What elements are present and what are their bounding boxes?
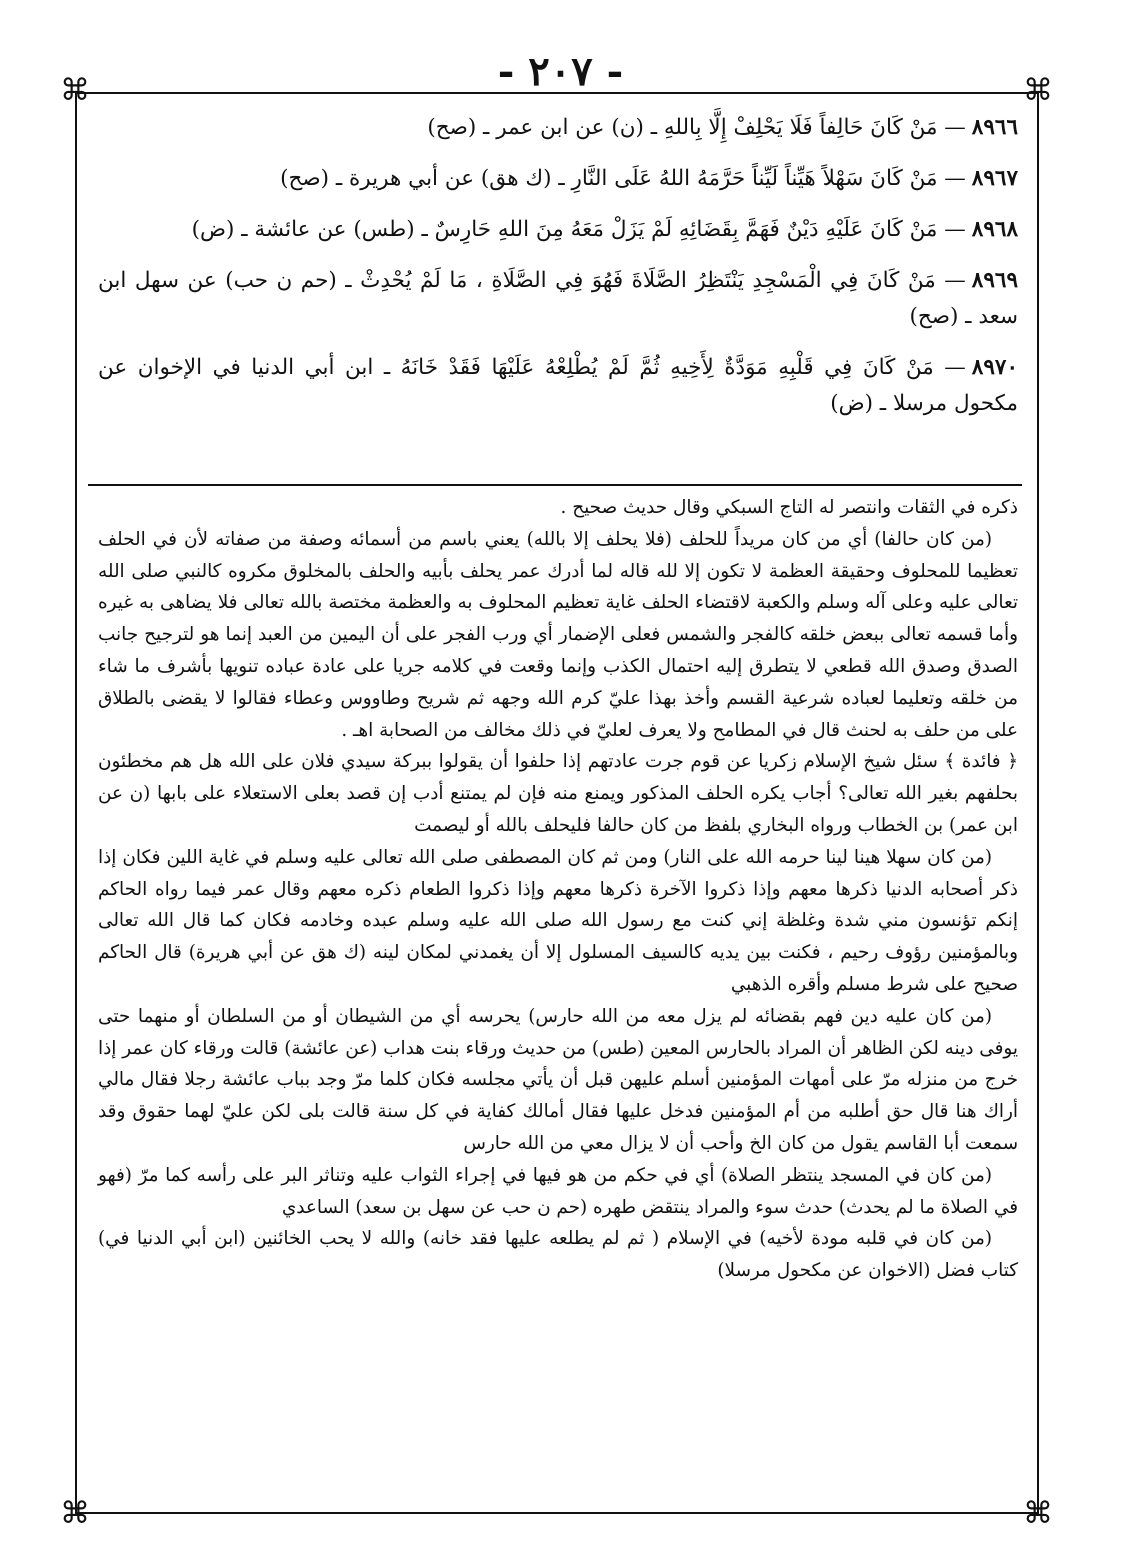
commentary-paragraph: (من كان حالفا) أي من كان مريداً للحلف (فلا يحلف إلا بالله) يعني باسم من أسمائه وصفة من صفاته لأن في الحلف تعظيما للمحلوف وحقيقة العظمة لا تكون إلا لله قاله لما أدرك عمر يحلف بأبيه والحلف بالمخلوق مكروه كالنبي صلى الله تعالى عليه وعلى آله وسلم والكعبة لاقتضاء الحلف غاية تعظيم المحلوف به والعظمة مختصة بالله تعالى فلا يضاهى به غيره وأما قسمه تعالى ببعض خلقه كالفجر والشمس فعلى الإضمار أي ورب الفجر على أن اليمين من العبد إنما هو لترجيح جانب الصدق وصدق الله قطعي لا يتطرق إليه احتمال الكذب وإنما وقعت في كلامه جريا على عادة عباده تنويها بأشرف ما شاء من خلقه وتعليما لعباده شرعية القسم وأخذ بهذا عليّ كرم الله وجهه ثم شريح وطاووس وعطاء فقالوا لا يقضى بالطلاق على من حلف به لحنث قال في المطامح ولا يعرف لعليّ في ذلك مخالف من الصحابة اهـ . xyxy=(98,528,1018,741)
hadith-text: — مَنْ كَانَ فِي قَلْبِهِ مَوَدَّةٌ لِأَخِيهِ ثُمَّ لَمْ يُطْلِعْهُ عَلَيْهَا فَقَدْ خَانَهُ ـ ابن أبي الدنيا في الإخوان عن مكحول مرسلا ـ (ض) xyxy=(98,355,1018,416)
hadith-list xyxy=(98,110,1018,437)
hadith-number: ٨٩٦٦ xyxy=(971,115,1018,140)
corner-ornament-icon: ⌘ xyxy=(1023,73,1053,108)
hadith-entry xyxy=(98,350,1018,422)
commentary xyxy=(98,492,1018,1287)
hadith-number: ٨٩٧٠ xyxy=(971,355,1018,380)
hadith-text: — مَنْ كَانَ حَالِفاً فَلَا يَحْلِفْ إِلَّا بِاللهِ ـ (ن) عن ابن عمر ـ (صح) xyxy=(427,115,966,140)
hadith-entry xyxy=(98,161,1018,197)
hadith-text: — مَنْ كَانَ سَهْلاً هَيِّناً لَيِّناً حَرَّمَهُ اللهُ عَلَى النَّارِ ـ (ك هق) عن أبي هريرة ـ (صح) xyxy=(280,166,966,191)
section-divider xyxy=(88,484,1022,486)
corner-ornament-icon: ⌘ xyxy=(60,73,90,108)
hadith-number: ٨٩٦٩ xyxy=(971,268,1018,293)
commentary-paragraph: (من كان في المسجد ينتظر الصلاة) أي في حكم من هو فيها في إجراء الثواب عليه وتناثر البر على رأسه كما مرّ (فهو في الصلاة ما لم يحدث) حدث سوء والمراد ينتقض طهره (حم ن حب عن سهل بن سعد) الساعدي xyxy=(98,1164,1018,1218)
hadith-number: ٨٩٦٧ xyxy=(971,166,1018,191)
commentary-paragraph: ذكره في الثقات وانتصر له التاج السبكي وقال حديث صحيح . xyxy=(560,497,1018,518)
commentary-paragraph: (من كان سهلا هينا لينا حرمه الله على النار) ومن ثم كان المصطفى صلى الله تعالى عليه وسلم في غاية اللين فكان إذا ذكر أصحابه الدنيا ذكرها معهم وإذا ذكروا الآخرة ذكرها معهم وإذا ذكروا الطعام ذكره معهم وقال عمر فيما رواه الحاكم إنكم تؤنسون مني شدة وغلظة إني كنت مع رسول الله صلى الله عليه وسلم عبده وخادمه فكان كما قال الله تعالى وبالمؤمنين رؤوف رحيم ، فكنت بين يديه كالسيف المسلول إلا أن يغمدني لمكان لينه (ك هق عن أبي هريرة) قال الحاكم صحيح على شرط مسلم وأقره الذهبي xyxy=(98,846,1018,995)
hadith-text: — مَنْ كَانَ فِي الْمَسْجِدِ يَنْتَظِرُ الصَّلَاةَ فَهُوَ فِي الصَّلَاةِ ، مَا لَمْ يُحْدِثْ ـ (حم ن حب) عن سهل ابن سعد ـ (صح) xyxy=(98,268,1018,329)
hadith-text: — مَنْ كَانَ عَلَيْهِ دَيْنٌ فَهَمَّ بِقَضَائِهِ لَمْ يَزَلْ مَعَهُ مِنَ اللهِ حَارِسٌ ـ (طس) عن عائشة ـ (ض) xyxy=(191,217,966,242)
page-number: - ٢٠٧ - xyxy=(497,48,624,95)
hadith-number: ٨٩٦٨ xyxy=(971,217,1018,242)
commentary-paragraph: ﴿ فائدة ﴾ سئل شيخ الإسلام زكريا عن قوم جرت عادتهم إذا حلفوا أن يقولوا ببركة سيدي فلان على الله هل هم مخطئون بحلفهم بغير الله تعالى؟ أجاب يكره الحلف المذكور ويمنع منه فإن لم يمتنع أدب إن قصد بعلى الاستعلاء على بابها (ن عن ابن عمر) بن الخطاب ورواه البخاري بلفظ من كان حالفا فليحلف بالله أو ليصمت xyxy=(98,751,1018,836)
corner-ornament-icon: ⌘ xyxy=(60,1496,90,1531)
corner-ornament-icon: ⌘ xyxy=(1023,1496,1053,1531)
hadith-entry xyxy=(98,212,1018,248)
hadith-entry xyxy=(98,110,1018,146)
hadith-entry xyxy=(98,263,1018,335)
commentary-paragraph: (من كان عليه دين فهم بقضائه لم يزل معه من الله حارس) يحرسه أي من الشيطان أو من السلطان أو منهما حتى يوفى دينه لكن الظاهر أن المراد بالحارس المعين (طس) من حديث ورقاء بنت هداب (عن عائشة) قالت ورقاء كان عمر إذا خرج من منزله مرّ على أمهات المؤمنين أسلم عليهن قبل أن يأتي مجلسه فكان كلما مرّ وجد بباب عائشة رجلا فقال مالي أراك هنا قال حق أطلبه من أم المؤمنين فدخل عليها فقال أمالك كفاية في كل سنة قالت بلى لكن عليّ لهما حقوق وقد سمعت أبا القاسم يقول من كان الخ وأحب أن لا يزال معي من الله حارس xyxy=(98,1005,1018,1154)
commentary-paragraph: (من كان في قلبه مودة لأخيه) في الإسلام ( ثم لم يطلعه عليها فقد خانه) والله لا يحب الخائنين (ابن أبي الدنيا في) كتاب فضل (الاخوان عن مكحول مرسلا) xyxy=(98,1228,1018,1282)
